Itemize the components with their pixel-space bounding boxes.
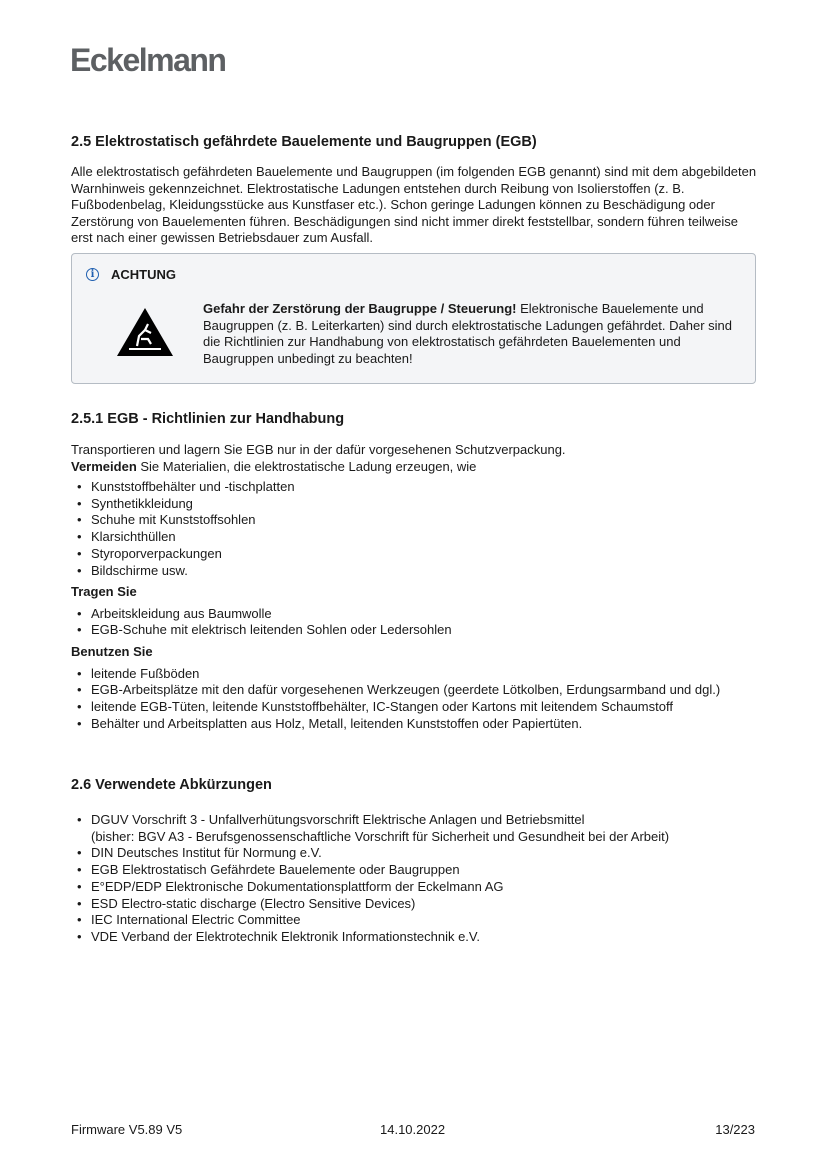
section-heading-2-6: 2.6 Verwendete Abkürzungen (71, 777, 272, 793)
avoid-list (71, 479, 761, 579)
list-item: • Klarsichthüllen (71, 529, 761, 546)
list-item: • Synthetikkleidung (71, 496, 761, 513)
list-item: • Schuhe mit Kunststoffsohlen (71, 512, 761, 529)
list-item: • IEC International Electric Committee (71, 912, 761, 929)
list-item: • EGB-Arbeitsplätze mit den dafür vorgesehenen Werkzeugen (geerdete Lötkolben, Erdungsarmband und dgl.) (71, 682, 761, 699)
list-item: • EGB-Schuhe mit elektrisch leitenden Sohlen oder Ledersohlen (71, 622, 761, 639)
intro-line: Transportieren und lagern Sie EGB nur in der dafür vorgesehenen Schutzverpackung. (71, 442, 566, 457)
eckelmann-logo: Eckelmann (70, 42, 226, 78)
list-item: • E°EDP/EDP Elektronische Dokumentationsplattform der Eckelmann AG (71, 879, 761, 896)
warning-title: ACHTUNG (111, 267, 176, 282)
list-item: • leitende Fußböden (71, 666, 761, 683)
list-item: • EGB Elektrostatisch Gefährdete Bauelemente oder Baugruppen (71, 862, 761, 879)
list-item: • Arbeitskleidung aus Baumwolle (71, 606, 761, 623)
list-item: • DIN Deutsches Institut für Normung e.V. (71, 845, 761, 862)
avoid-line: Vermeiden Sie Materialien, die elektrostatische Ladung erzeugen, wie (71, 458, 477, 474)
list-item: • VDE Verband der Elektrotechnik Elektronik Informationstechnik e.V. (71, 929, 761, 946)
footer-firmware: Firmware V5.89 V5 (71, 1122, 183, 1137)
use-list (71, 666, 761, 733)
use-label: Benutzen Sie (71, 644, 153, 660)
wear-label: Tragen Sie (71, 584, 137, 600)
wear-list (71, 606, 761, 639)
section-heading-2-5: 2.5 Elektrostatisch gefährdete Bauelemente und Baugruppen (EGB) (71, 134, 537, 150)
abbreviations-list (71, 812, 761, 946)
list-item: • Behälter und Arbeitsplatten aus Holz, Metall, leitenden Kunststoffen oder Papiertüten. (71, 716, 761, 733)
handling-guidelines (71, 442, 761, 732)
list-item: • Bildschirme usw. (71, 563, 761, 580)
list-item: • ESD Electro-static discharge (Electro Sensitive Devices) (71, 896, 761, 913)
esd-warning-icon (115, 306, 175, 358)
info-icon: i (86, 268, 99, 281)
section-heading-2-5-1: 2.5.1 EGB - Richtlinien zur Handhabung (71, 411, 345, 427)
list-item: • Kunststoffbehälter und -tischplatten (71, 479, 761, 496)
section-paragraph: Alle elektrostatisch gefährdeten Bauelemente und Baugruppen (im folgenden EGB genannt) sind mit dem abgebildeten Warnhinweis gekennzeichnet. Elektrostatische Ladungen entstehen durch Reibung von Isolierstoffen (z. B. Fußbodenbelag, Kleidungsstücke aus Kunstfaser etc.). Schon geringe Ladungen können zu Beschädigung oder Zerstörung von Bauelementen führen. Beschädigungen sind nicht immer direkt feststellbar, sondern führen teilweise erst nach einer gewissen Betriebsdauer zum Ausfall. (71, 164, 757, 245)
footer-page-number: 13/223 (715, 1122, 755, 1137)
list-item: • leitende EGB-Tüten, leitende Kunststoffbehälter, IC-Stangen oder Kartons mit leitendem Schaumstoff (71, 699, 761, 716)
list-item: • DGUV Vorschrift 3 - Unfallverhütungsvorschrift Elektrische Anlagen und Betriebsmittel (bisher: BGV A3 - Berufsgenossenschaftliche Vorschrift für Sicherheit und Gesundheit bei der Arbeit) (71, 812, 761, 845)
list-item: • Styroporverpackungen (71, 546, 761, 563)
warning-box (71, 253, 756, 384)
footer-date: 14.10.2022 (380, 1122, 446, 1137)
warning-text: Gefahr der Zerstörung der Baugruppe / Steuerung! Elektronische Bauelemente und Baugruppen (z. B. Leiterkarten) sind durch elektrostatische Ladungen gefährdet. Daher sind die Richtlinien zur Handhabung von elektrostatisch gefährdeten Bauelementen und Baugruppen unbedingt zu beachten! (203, 301, 732, 366)
